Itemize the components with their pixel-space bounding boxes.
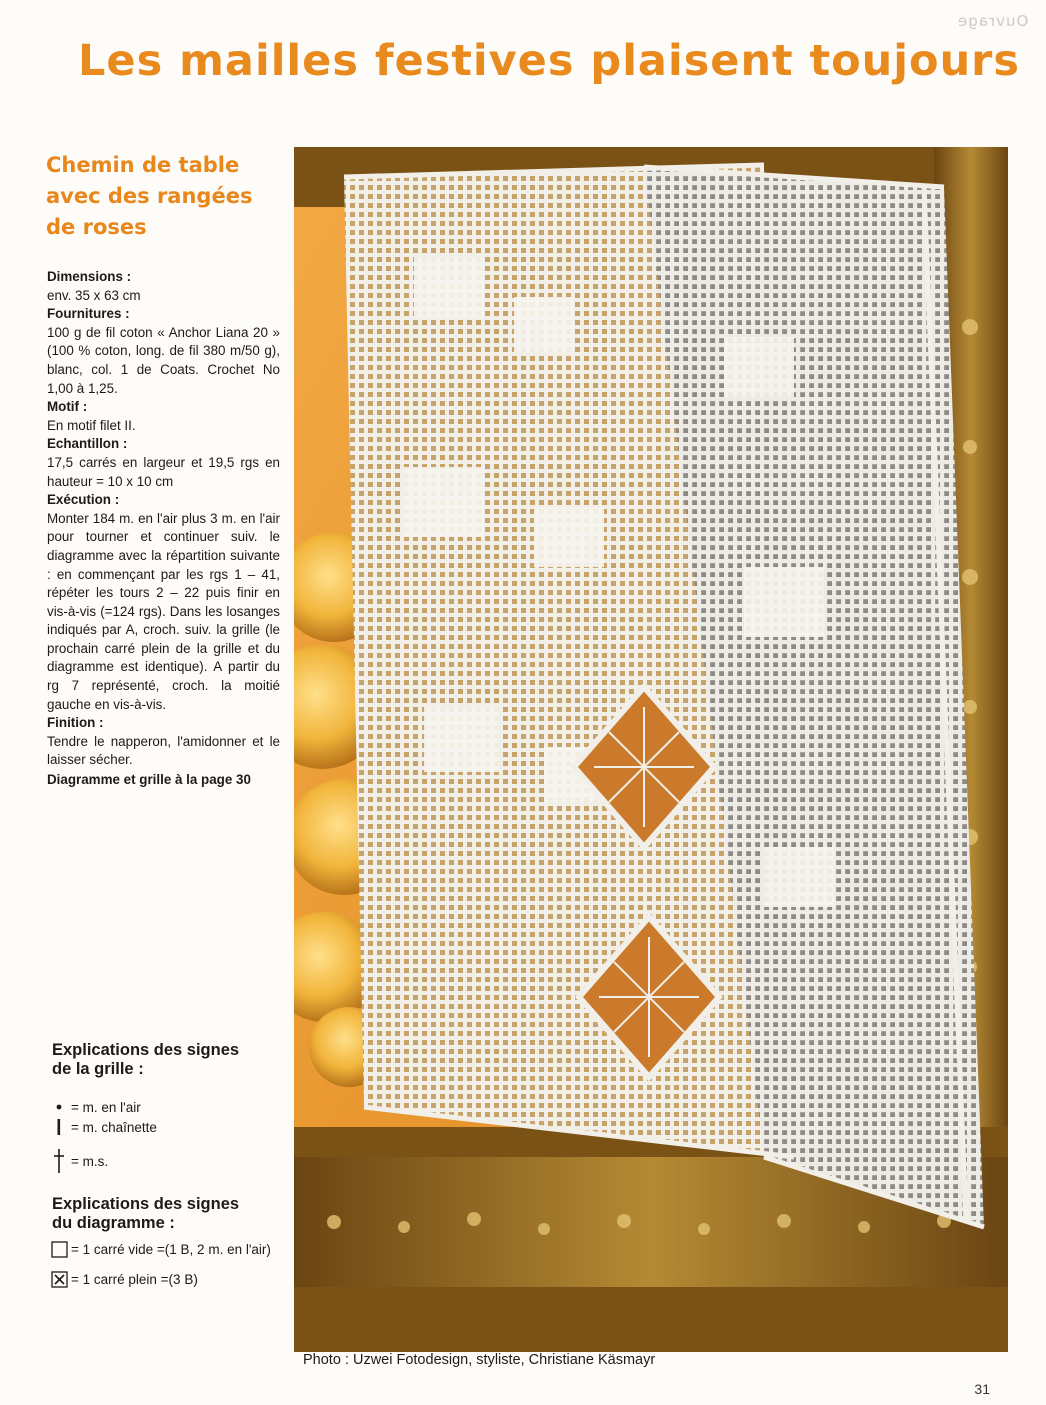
legend-item-text: = m.s.: [71, 1153, 109, 1169]
legend-item-text: = m. en l'air: [71, 1099, 141, 1115]
finition-text: Tendre le napperon, l'amidonner et le laisser sécher.: [47, 733, 280, 768]
legend-item-chain: [50, 1096, 310, 1118]
legend-grid-title: [52, 1041, 302, 1079]
crossed-square-icon: [50, 1269, 68, 1289]
dot-icon: [50, 1097, 68, 1117]
legend-item-text: = m. chaînette: [71, 1119, 157, 1135]
dimensions-label: Dimensions :: [47, 269, 132, 284]
execution-text: Monter 184 m. en l'air plus 3 m. en l'air pour tourner et continuer suiv. le diagramme avec la répartition suivante : en commençant par les rgs 1 – 41, répéter les tours 2 – 22 puis finir en vis-à-vis (=124 rgs). Dans les losanges indiqués par A, croch. suiv. la grille (le prochain carré plein de la grille et du diagramme est identique). A partir du rg 7 représenté, croch. la moitié gauche en vis-à-vis.: [47, 510, 280, 712]
table-runner-photo: [294, 147, 1008, 1352]
legend-title-line: de la grille :: [52, 1060, 144, 1078]
legend-item-empty-square: [50, 1238, 310, 1260]
subtitle-line: Chemin de table: [46, 153, 240, 177]
legend-item-text: = 1 carré plein =(3 B): [71, 1271, 198, 1287]
photo-credit: Photo : Uzwei Fotodesign, styliste, Christiane Käsmayr: [303, 1352, 656, 1368]
instructions-column: [47, 268, 280, 790]
echantillon-text: 17,5 carrés en largeur et 19,5 rgs en hauteur = 10 x 10 cm: [47, 454, 280, 489]
page-title: Les mailles festives plaisent toujours: [78, 36, 1020, 86]
legend-title-line: du diagramme :: [52, 1214, 175, 1232]
subtitle-line: de roses: [46, 215, 147, 239]
subtitle-line: avec des rangées: [46, 184, 253, 208]
article-subtitle: [46, 150, 296, 243]
legend-title-line: Explications des signes: [52, 1041, 240, 1059]
cross-stitch-icon: [50, 1148, 68, 1174]
legend-item-single-crochet: [50, 1148, 310, 1174]
empty-square-icon: [50, 1239, 68, 1259]
dimensions-text: env. 35 x 63 cm: [47, 287, 141, 303]
page-number: 31: [974, 1381, 990, 1397]
section-tag: Ouvrage: [956, 12, 1028, 30]
vertical-bar-icon: [50, 1117, 68, 1137]
diagram-reference: Diagramme et grille à la page 30: [47, 772, 251, 788]
motif-text: En motif filet II.: [47, 417, 136, 433]
legend-title-line: Explications des signes: [52, 1195, 240, 1213]
legend-diagram-title: [52, 1195, 302, 1233]
fournitures-label: Fournitures :: [47, 306, 130, 322]
motif-label: Motif :: [47, 399, 88, 415]
legend-item-slip-stitch: [50, 1116, 310, 1138]
echantillon-label: Echantillon :: [47, 436, 128, 452]
legend-item-full-square: [50, 1268, 310, 1290]
finition-label: Finition :: [47, 715, 104, 731]
fournitures-text: 100 g de fil coton « Anchor Liana 20 » (100 % coton, long. de fil 380 m/50 g), blanc, col. 1 de Coats. Crochet No 1,00 à 1,25.: [47, 324, 280, 396]
photo-illustration: [294, 147, 1008, 1352]
legend-item-text: = 1 carré vide =(1 B, 2 m. en l'air): [71, 1241, 271, 1257]
execution-label: Exécution :: [47, 492, 120, 508]
